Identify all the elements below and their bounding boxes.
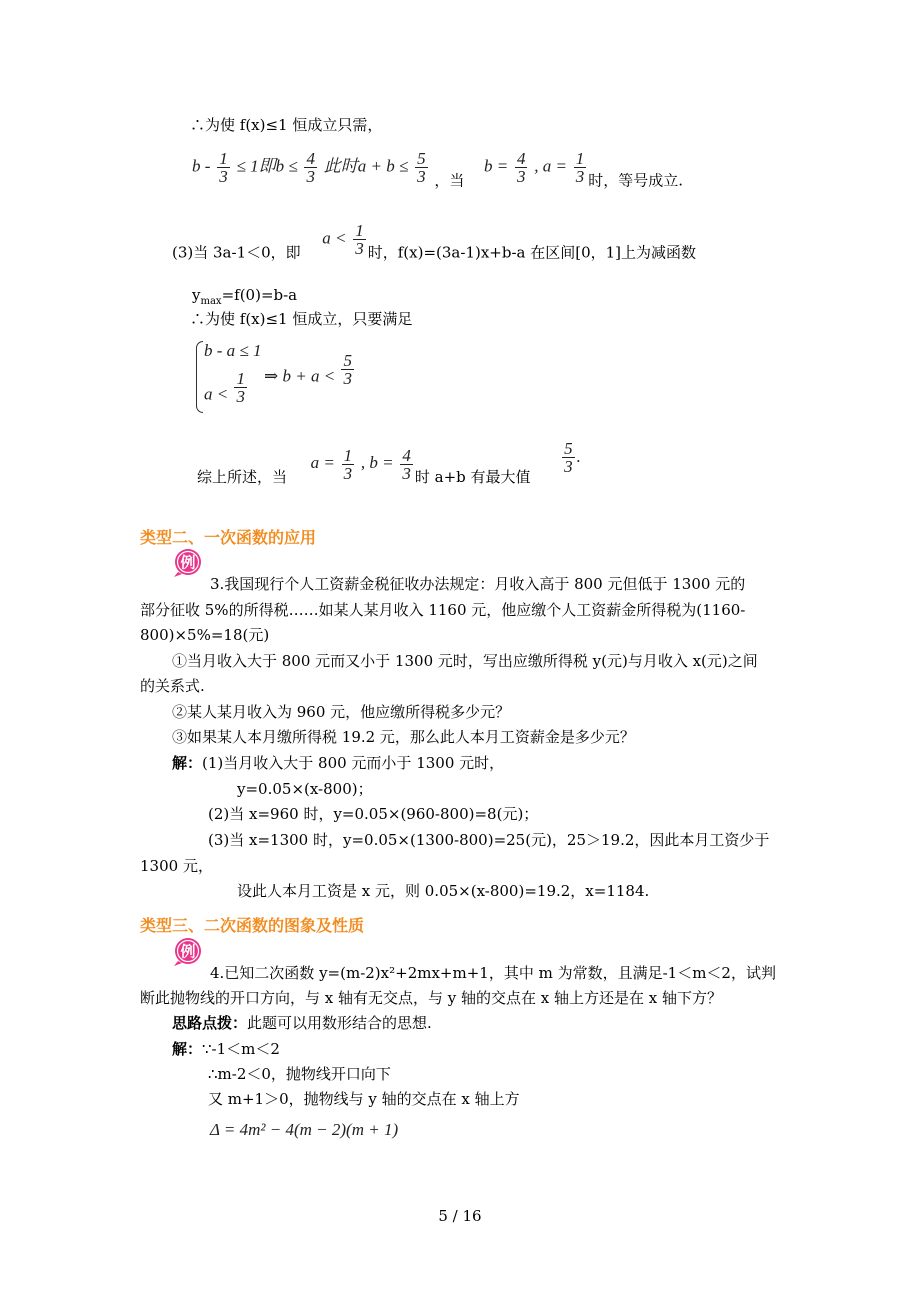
- example-4-line-1: 4.已知二次函数 y=(m-2)x²+2mx+m+1，其中 m 为常数，且满足-1＜m＜2，试判: [210, 964, 776, 982]
- example-badge-icon: [172, 937, 204, 967]
- page-number: 5 / 16: [438, 1207, 482, 1225]
- case-3-pre: (3)当 3a-1＜0，即: [172, 243, 301, 262]
- solution-4-line-1: 解：∵-1＜m＜2: [172, 1040, 280, 1058]
- math-comma-b-eq: , b =: [360, 453, 394, 472]
- solution-label: 解：: [172, 754, 203, 772]
- conclusion-line: 综上所述，当 a = $\frac{1}{3}$ , b = $\frac{4}{3}$ 时 a+b 有最大值 $\frac{5}{3}$ .: [197, 439, 581, 486]
- system-row-2: a < $\frac{1}{3}$: [204, 369, 245, 406]
- conclusion-mid: 时 a+b 有最大值: [414, 468, 531, 486]
- math-comma-a-eq: , a =: [534, 156, 567, 176]
- math-a-plus-b-leq: a + b ≤: [357, 156, 409, 176]
- system-brace: [196, 341, 203, 413]
- fraction-system-bound: $\frac{1}{3}$: [236, 369, 245, 406]
- math-b-eq: b =: [483, 156, 509, 176]
- conclusion-pre: 综上所述，当: [197, 468, 288, 486]
- case-3-line: [172, 222, 696, 270]
- question-2: ②某人某月收入为 960 元，他应缴所得税多少元？: [172, 703, 511, 721]
- fraction-conclusion-a: $\frac{1}{3}$: [343, 445, 353, 483]
- fraction-system-result: $\frac{5}{3}$: [343, 351, 352, 388]
- fraction-conclusion-b: $\frac{4}{3}$: [402, 445, 411, 483]
- hint-label: 思路点拨：: [172, 1014, 248, 1032]
- system-implication: ⇒ b + a < $\frac{5}{3}$: [264, 351, 352, 388]
- svg-text:例: 例: [180, 942, 196, 961]
- hint-line: 思路点拨：此题可以用数形结合的思想.: [172, 1014, 432, 1032]
- fraction-five-thirds: $\frac{5}{3}$: [417, 149, 426, 186]
- solution-3-line-6: 设此人本月工资是 x 元，则 0.05×(x-800)=19.2，x=1184.: [237, 882, 650, 900]
- question-1-line-1: ①当月收入大于 800 元而又小于 1300 元时，写出应缴所得税 y(元)与月收入 x(元)之间: [172, 652, 758, 670]
- solution-3-line-4: (3)当 x=1300 时，y=0.05×(1300-800)=25(元)，25＞19.2，因此本月工资少于: [208, 831, 770, 849]
- equality-text: 时，等号成立.: [588, 171, 684, 190]
- math-a-eq: a =: [310, 453, 335, 472]
- solution-4-line-2: ∴m-2＜0，抛物线开口向下: [208, 1065, 391, 1083]
- section-3-heading: 类型三、二次函数的图象及性质: [140, 916, 365, 935]
- math-b-leq: b ≤: [275, 156, 298, 176]
- fraction-a-bound: $\frac{1}{3}$: [355, 221, 364, 258]
- solution-3-line-1: 解：(1)当月收入大于 800 元而小于 1300 元时，: [172, 754, 505, 772]
- fraction-max-value: $\frac{5}{3}$: [564, 439, 573, 476]
- example-3-line-1: 3.我国现行个人工资薪金税征收办法规定：月收入高于 800 元但低于 1300 元的: [210, 575, 746, 593]
- condition-line: ∴为使 f(x)≤1 恒成立只需，: [190, 116, 383, 134]
- requirement-line: ∴为使 f(x)≤1 恒成立，只要满足: [190, 310, 413, 328]
- when-text: ，当: [434, 171, 465, 190]
- math-a-lt: a <: [322, 228, 347, 248]
- fraction-a-value: $\frac{1}{3}$: [575, 149, 585, 186]
- question-1-line-2: 的关系式.: [140, 677, 205, 695]
- solution-label: 解：: [172, 1040, 203, 1058]
- example-3-line-3: 800)×5%=18(元): [140, 626, 270, 644]
- solution-4-line-3: 又 m+1＞0，抛物线与 y 轴的交点在 x 轴上方: [208, 1090, 520, 1108]
- inequality-line: [192, 150, 683, 200]
- example-3-line-2: 部分征收 5%的所得税……如某人某月收入 1160 元，他应缴个人工资薪金所得税为(1160-: [140, 601, 746, 619]
- case-3-post: 时，f(x)=(3a-1)x+b-a 在区间[0，1]上为减函数: [367, 243, 697, 262]
- system-row-1: b - a ≤ 1: [204, 341, 262, 360]
- fraction-four-thirds: $\frac{4}{3}$: [306, 149, 315, 186]
- example-4-line-2: 断此抛物线的开口方向，与 x 轴有无交点，与 y 轴的交点在 x 轴上方还是在 x 轴下方？: [140, 989, 723, 1007]
- fraction-b-value: $\frac{4}{3}$: [516, 149, 526, 186]
- math-leq-1: ≤ 1即: [236, 156, 276, 176]
- fraction-one-third: $\frac{1}{3}$: [219, 149, 228, 186]
- svg-text:例: 例: [180, 553, 196, 572]
- solution-3-line-2: y=0.05×(x-800)；: [237, 780, 373, 798]
- math-b-minus: b -: [192, 156, 211, 176]
- subscript-max: max: [200, 296, 222, 307]
- section-2-heading: 类型二、一次函数的应用: [140, 528, 317, 547]
- solution-3-line-3: (2)当 x=960 时，y=0.05×(960-800)=8(元)；: [208, 805, 539, 823]
- solution-3-line-5: 1300 元，: [140, 857, 213, 875]
- discriminant-formula: Δ = 4m² − 4(m − 2)(m + 1): [210, 1120, 399, 1139]
- example-badge-icon: [172, 548, 204, 578]
- question-3: ③如果某人本月缴所得税 19.2 元，那么此人本月工资薪金是多少元？: [172, 728, 635, 746]
- math-cishi: 此时: [323, 156, 358, 176]
- ymax-line: $y_{max}=f(0)=b-a$: [192, 286, 298, 307]
